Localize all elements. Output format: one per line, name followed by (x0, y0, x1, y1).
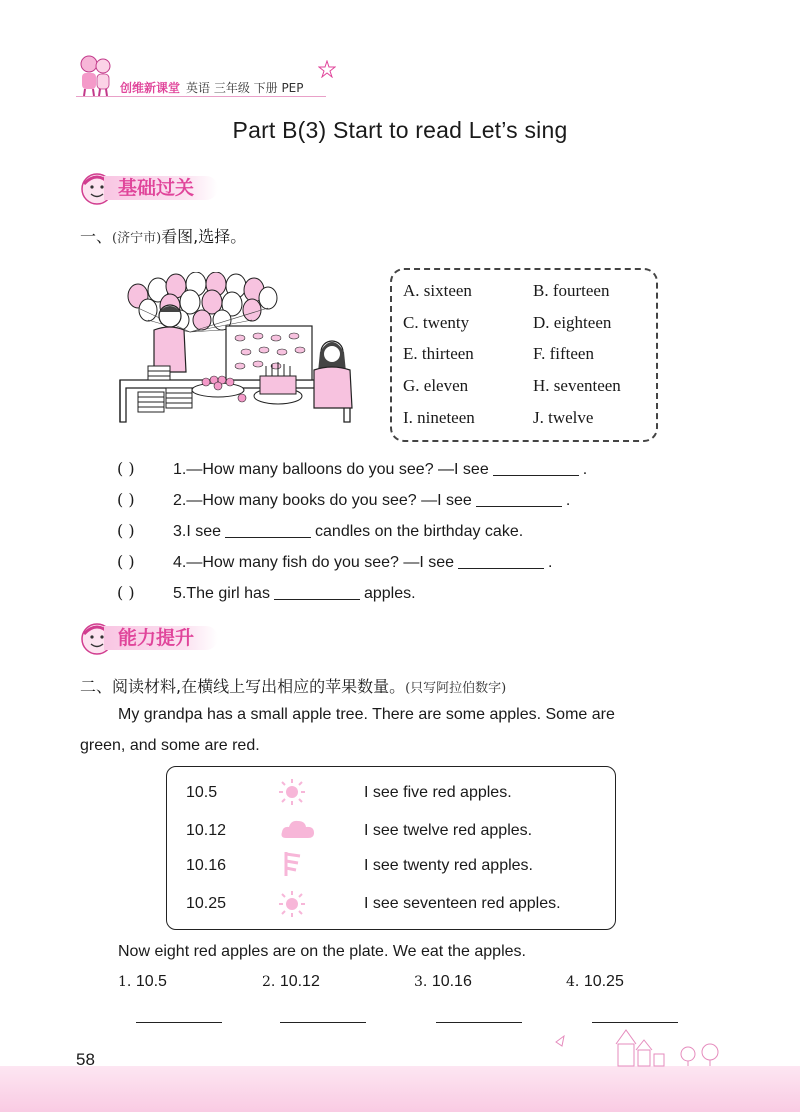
header-divider (76, 96, 326, 97)
party-illustration (118, 272, 364, 432)
page-number: 58 (76, 1050, 95, 1069)
question-2-heading (80, 674, 506, 697)
option-g: G. eleven (403, 376, 469, 395)
footer-band (0, 1066, 800, 1112)
answer-blank[interactable] (280, 1022, 366, 1023)
answer-parenthesis[interactable]: ( ) (117, 459, 135, 478)
question-instruction: 看图,选择。 (161, 227, 247, 246)
header-book-info: 英语 三年级 下册 PEP (186, 81, 304, 95)
answer-parenthesis[interactable]: ( ) (117, 552, 135, 571)
question-1-heading (80, 224, 246, 247)
diary-text: I see five red apples. (364, 784, 512, 801)
reading-after-text: Now eight red apples are on the plate. We eat the apples. (118, 943, 526, 960)
question-instruction: 阅读材料,在横线上写出相应的苹果数量。 (112, 677, 406, 696)
question-number: 二、 (80, 677, 113, 696)
question-item: ( ) 3.I see candles on the birthday cake. (117, 521, 524, 540)
option-j: J. twelve (533, 408, 594, 427)
page-title: Part B(3) Start to read Let’s sing (232, 117, 568, 143)
answer-blank[interactable] (136, 1022, 222, 1023)
reading-paragraph-line-2: green, and some are red. (80, 737, 260, 754)
option-a: A. sixteen (403, 281, 472, 300)
question-item: ( ) 5.The girl has apples. (117, 583, 416, 602)
question-number: 一、 (80, 227, 113, 246)
diary-text: I see twenty red apples. (364, 857, 533, 874)
option-f: F. fifteen (533, 344, 594, 363)
castle-decoration-icon (550, 1024, 730, 1072)
question-item: ( ) 4.—How many fish do you see? —I see . (117, 552, 553, 571)
header-kids-logo (76, 52, 116, 98)
option-e: E. thirteen (403, 344, 474, 363)
answer-label: 1. 10.5 (118, 973, 167, 990)
sun-icon (278, 890, 306, 922)
answer-label: 2. 10.12 (262, 973, 320, 990)
answer-blank[interactable] (274, 585, 360, 600)
answer-blank[interactable] (592, 1022, 678, 1023)
answer-blank[interactable] (225, 523, 311, 538)
answer-parenthesis[interactable]: ( ) (117, 490, 135, 509)
answer-blank[interactable] (458, 554, 544, 569)
question-note: (只写阿拉伯数字) (405, 681, 507, 696)
diary-text: I see seventeen red apples. (364, 895, 561, 912)
option-c: C. twenty (403, 313, 470, 332)
answer-blank[interactable] (436, 1022, 522, 1023)
answer-label: 4. 10.25 (566, 973, 624, 990)
option-d: D. eighteen (533, 313, 612, 332)
option-b: B. fourteen (533, 281, 610, 300)
answer-label: 3. 10.16 (414, 973, 472, 990)
question-source: (济宁市) (112, 231, 162, 246)
diary-date: 10.12 (186, 822, 227, 839)
reading-paragraph-line-1: My grandpa has a small apple tree. There are some apples. Some are (118, 706, 615, 723)
diary-date: 10.16 (186, 857, 227, 874)
cloud-icon (280, 818, 316, 846)
answer-blank[interactable] (493, 461, 579, 476)
diary-text: I see twelve red apples. (364, 822, 533, 839)
question-item: ( ) 2.—How many books do you see? —I see . (117, 490, 571, 509)
option-i: I. nineteen (403, 408, 475, 427)
answer-parenthesis[interactable]: ( ) (117, 583, 135, 602)
header-brand: 创维新课堂 (120, 81, 181, 95)
diary-date: 10.5 (186, 784, 218, 801)
section-banner-label: 能力提升 (104, 626, 218, 650)
question-item: ( ) 1.—How many balloons do you see? —I see . (117, 459, 588, 478)
sun-icon (278, 778, 306, 810)
answer-parenthesis[interactable]: ( ) (117, 521, 135, 540)
answer-blank[interactable] (476, 492, 562, 507)
option-h: H. seventeen (533, 376, 621, 395)
diary-date: 10.25 (186, 895, 227, 912)
wind-icon (282, 850, 306, 882)
star-icon (318, 60, 336, 78)
section-banner-label: 基础过关 (104, 176, 218, 200)
